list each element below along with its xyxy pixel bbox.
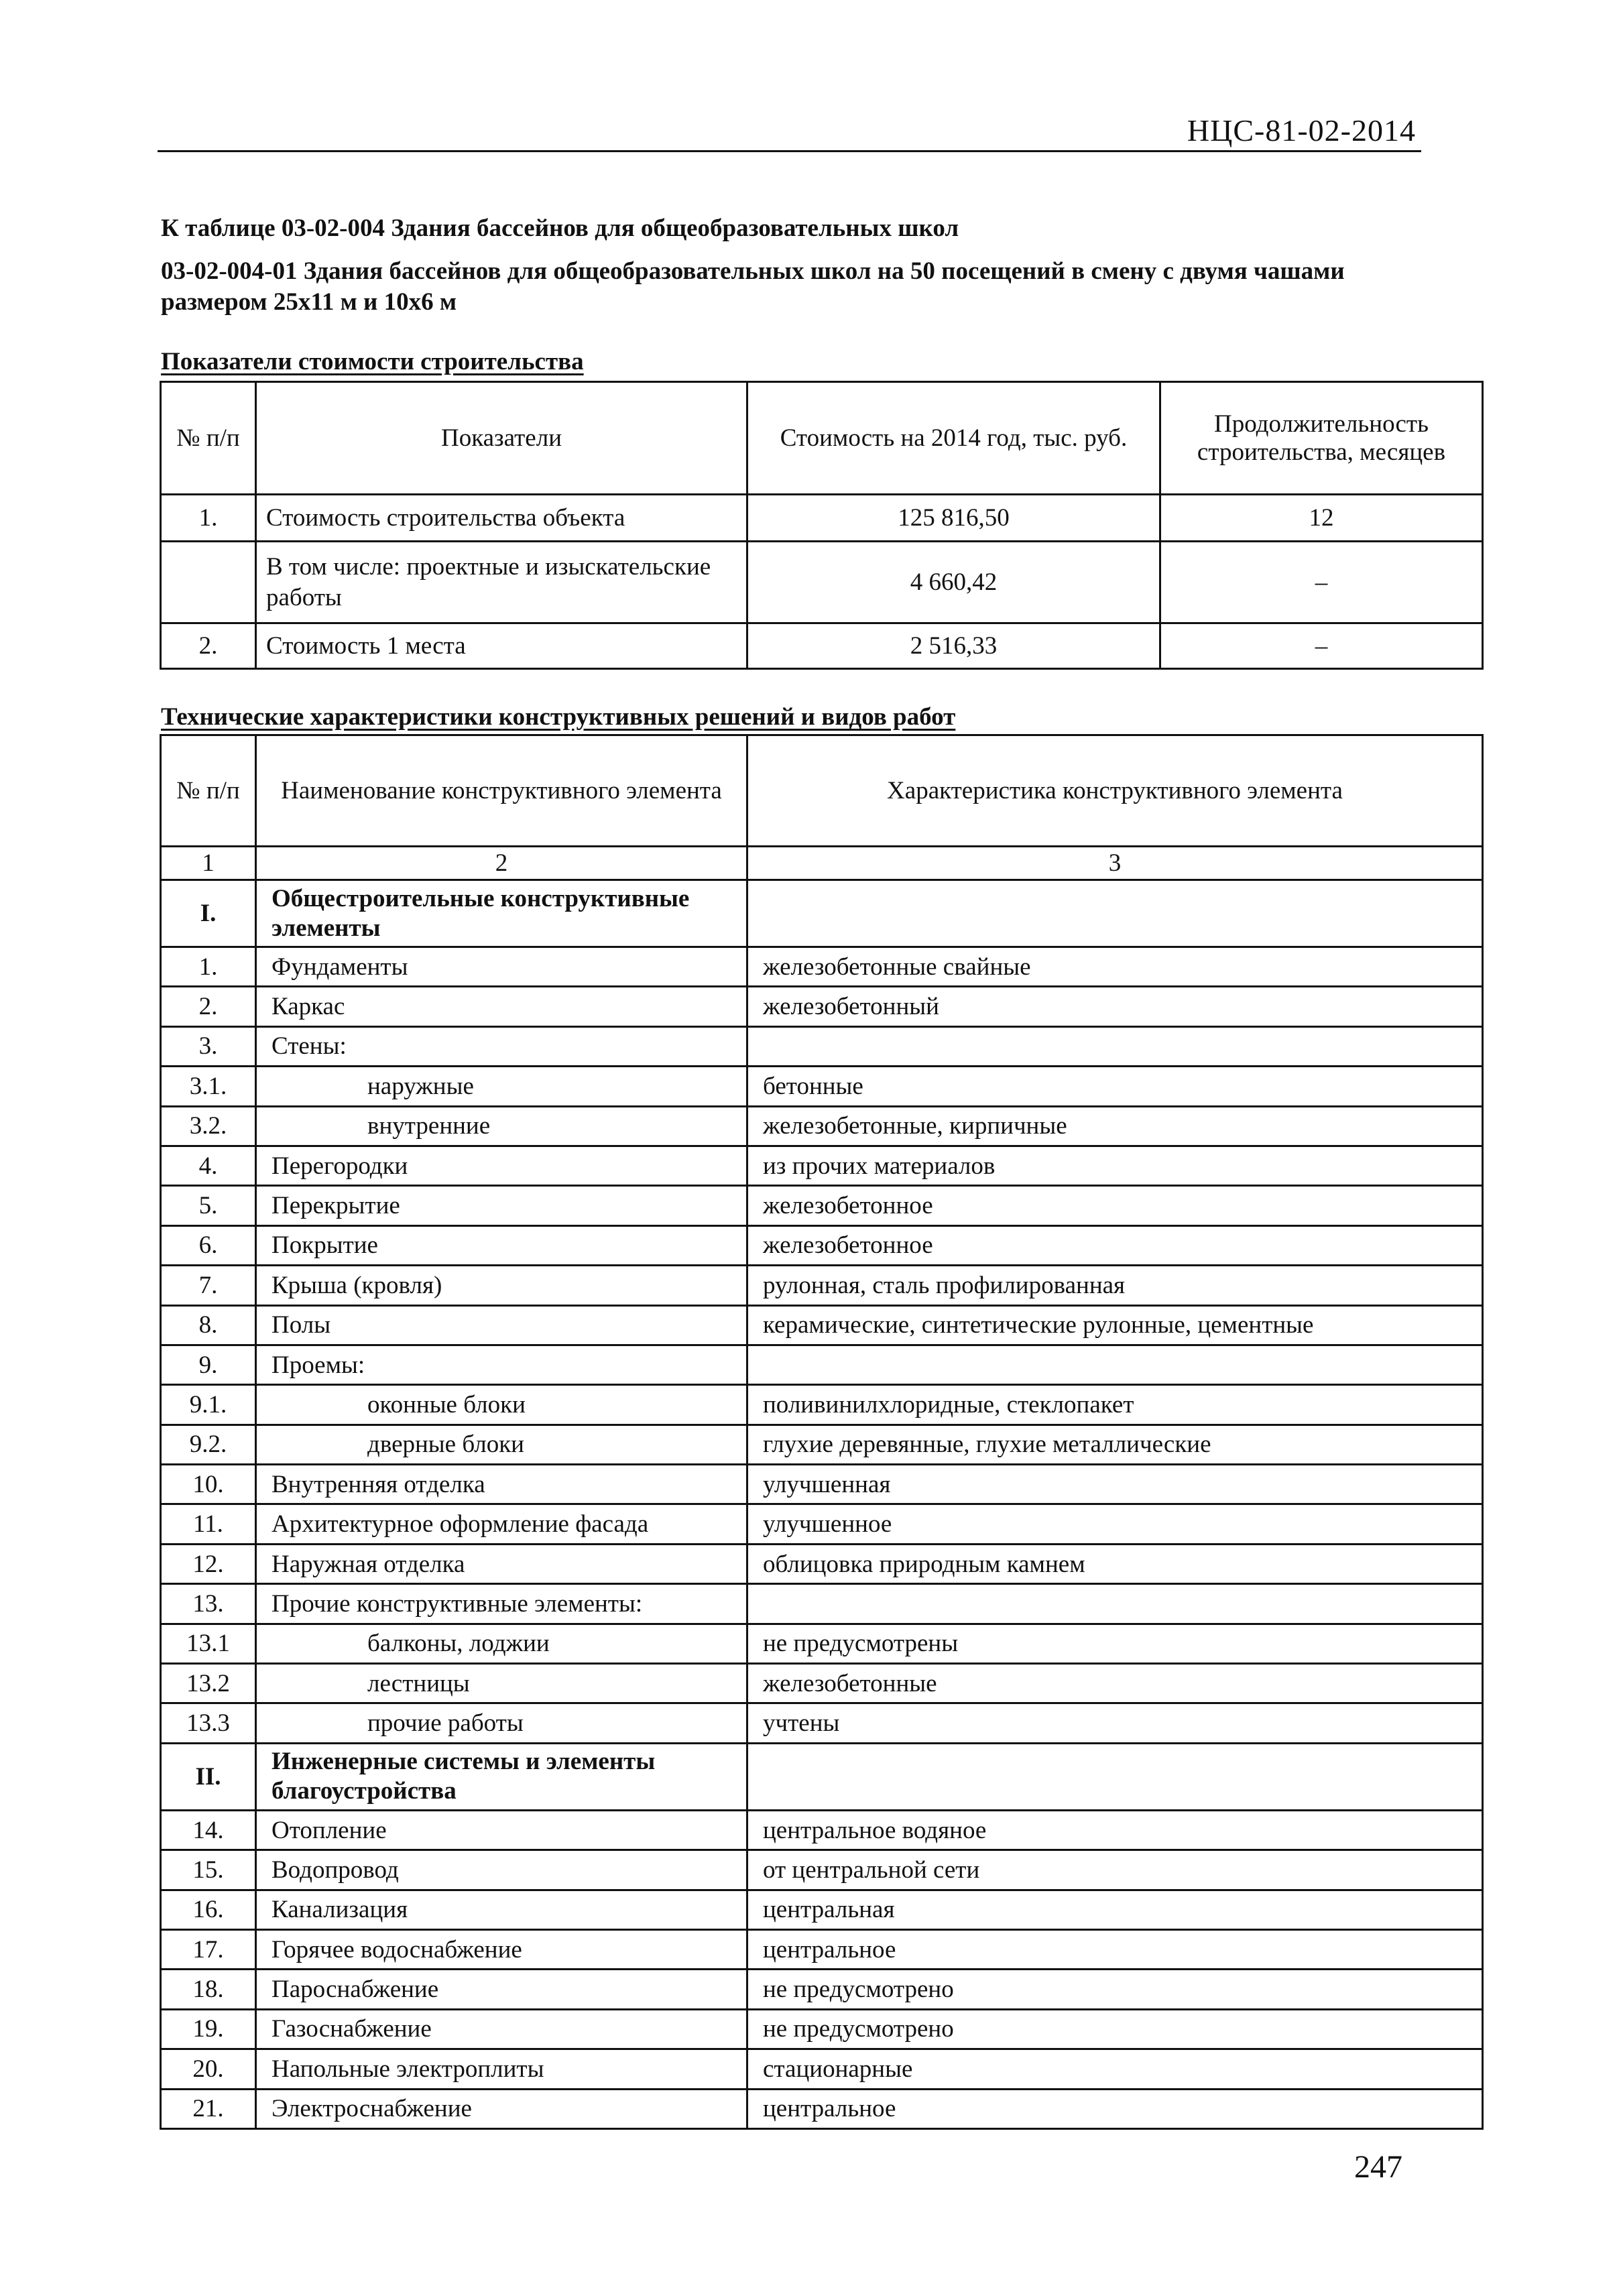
row-number: 3.1. [161,1067,256,1106]
indicator-name: Стоимость 1 места [256,623,747,669]
element-name: Перегородки [256,1146,747,1185]
column-header-duration: Продолжительность строительства, месяцев [1160,382,1483,495]
element-name: Стены: [256,1026,747,1066]
row-number: 3.2. [161,1106,256,1146]
column-header-element-characteristic: Характеристика конструктивного элемента [747,735,1483,847]
row-number: 19. [161,2009,256,2049]
column-header-element-name: Наименование конструктивного элемента [256,735,747,847]
table-row [161,1850,1483,1890]
row-number: 13.3 [161,1703,256,1743]
column-header-number: № п/п [161,382,256,495]
element-name: Прочие конструктивные элементы: [256,1584,747,1624]
table-row [161,1465,1483,1504]
element-name: Каркас [256,987,747,1026]
cost-section-title: Показатели стоимости строительства [161,348,584,375]
table-row [161,1305,1483,1345]
element-characteristic: улучшенное [747,1504,1483,1544]
row-number: 10. [161,1465,256,1504]
table-row [161,1345,1483,1384]
table-row [161,1146,1483,1185]
element-name: лестницы [256,1664,747,1703]
row-number: 7. [161,1266,256,1305]
row-number: 16. [161,1890,256,1929]
group-title: Общестроительные конструктивные элементы [256,880,747,947]
table-reference-heading: К таблице 03-02-004 Здания бассейнов для общеобразовательных школ [161,215,959,242]
row-number: 18. [161,1970,256,2009]
element-name: оконные блоки [256,1385,747,1425]
cost-table-header-row [161,382,1483,495]
row-number: 1. [161,947,256,987]
row-number: I. [161,880,256,947]
element-characteristic: поливинилхлоридные, стеклопакет [747,1385,1483,1425]
element-name: Внутренняя отделка [256,1465,747,1504]
element-name: Покрытие [256,1225,747,1265]
tech-section-title: Технические характеристики конструктивных решений и видов работ [161,703,956,731]
table-row [161,1703,1483,1743]
table-row [161,495,1483,542]
row-number: 2. [161,987,256,1026]
table-row [161,2049,1483,2089]
table-row [161,987,1483,1026]
element-characteristic: центральная [747,1890,1483,1929]
table-row [161,1067,1483,1106]
element-characteristic [747,1743,1483,1810]
row-number: 4. [161,1146,256,1185]
tech-table-header-row [161,735,1483,847]
table-row [161,1810,1483,1850]
element-characteristic: стационарные [747,2049,1483,2089]
column-number: 3 [747,847,1483,880]
element-characteristic: железобетонный [747,987,1483,1026]
row-number: 13. [161,1584,256,1624]
duration-value: – [1160,542,1483,623]
column-header-cost: Стоимость на 2014 год, тыс. руб. [747,382,1160,495]
row-number: 17. [161,1929,256,1969]
row-number: 12. [161,1544,256,1583]
row-number: 1. [161,495,256,542]
element-name: Электроснабжение [256,2089,747,2128]
section-group-row [161,1743,1483,1810]
element-characteristic: железобетонное [747,1186,1483,1225]
table-row [161,1385,1483,1425]
column-number: 1 [161,847,256,880]
row-number: 6. [161,1225,256,1265]
element-characteristic: не предусмотрено [747,1970,1483,2009]
row-number: 9.2. [161,1425,256,1464]
element-characteristic: не предусмотрено [747,2009,1483,2049]
element-characteristic: облицовка природным камнем [747,1544,1483,1583]
element-characteristic [747,880,1483,947]
table-row [161,1225,1483,1265]
table-row [161,1584,1483,1624]
element-name: Перекрытие [256,1186,747,1225]
row-number: 9.1. [161,1385,256,1425]
element-characteristic [747,1026,1483,1066]
table-row [161,1664,1483,1703]
element-characteristic: учтены [747,1703,1483,1743]
column-header-number: № п/п [161,735,256,847]
element-characteristic: железобетонные, кирпичные [747,1106,1483,1146]
element-name: Водопровод [256,1850,747,1890]
element-name: Фундаменты [256,947,747,987]
document-code: НЦС-81-02-2014 [1187,113,1416,147]
row-number [161,542,256,623]
element-characteristic: центральное [747,2089,1483,2128]
element-name: Напольные электроплиты [256,2049,747,2089]
column-header-indicator: Показатели [256,382,747,495]
table-row [161,623,1483,669]
technical-characteristics-table [160,734,1484,2130]
element-name: Пароснабжение [256,1970,747,2009]
row-number: 8. [161,1305,256,1345]
table-row [161,1504,1483,1544]
element-characteristic: керамические, синтетические рулонные, цементные [747,1305,1483,1345]
element-characteristic: железобетонное [747,1225,1483,1265]
element-name: прочие работы [256,1703,747,1743]
page-number: 247 [1354,2149,1402,2185]
row-number: 20. [161,2049,256,2089]
row-number: 11. [161,1504,256,1544]
table-row [161,1890,1483,1929]
table-row [161,1544,1483,1583]
subtable-heading: 03-02-004-01 Здания бассейнов для общеобразовательных школ на 50 посещений в смену с двумя чашами размером 25х11 м и 10х6 м [161,257,1345,316]
table-row [161,1425,1483,1464]
element-characteristic: центральное водяное [747,1810,1483,1850]
element-name: Наружная отделка [256,1544,747,1583]
table-row [161,2009,1483,2049]
row-number: II. [161,1743,256,1810]
element-name: Канализация [256,1890,747,1929]
table-row [161,947,1483,987]
column-number: 2 [256,847,747,880]
row-number: 3. [161,1026,256,1066]
table-row [161,2089,1483,2128]
element-characteristic: из прочих материалов [747,1146,1483,1185]
table-row [161,1624,1483,1663]
table-row [161,1970,1483,2009]
element-name: наружные [256,1067,747,1106]
table-row [161,1106,1483,1146]
table-row [161,1266,1483,1305]
row-number: 5. [161,1186,256,1225]
row-number: 13.1 [161,1624,256,1663]
page-header [158,107,1421,152]
duration-value: – [1160,623,1483,669]
element-name: Крыша (кровля) [256,1266,747,1305]
row-number: 13.2 [161,1664,256,1703]
cost-indicators-table [160,381,1484,670]
indicator-name: В том числе: проектные и изыскательские работы [256,542,747,623]
element-characteristic: железобетонные [747,1664,1483,1703]
element-characteristic: не предусмотрены [747,1624,1483,1663]
element-name: внутренние [256,1106,747,1146]
section-group-row [161,880,1483,947]
element-characteristic: улучшенная [747,1465,1483,1504]
element-name: Проемы: [256,1345,747,1384]
table-row [161,1186,1483,1225]
cost-value: 125 816,50 [747,495,1160,542]
element-characteristic: центральное [747,1929,1483,1969]
cost-value: 2 516,33 [747,623,1160,669]
row-number: 21. [161,2089,256,2128]
group-title: Инженерные системы и элементы благоустройства [256,1743,747,1810]
indicator-name: Стоимость строительства объекта [256,495,747,542]
row-number: 9. [161,1345,256,1384]
element-name: Горячее водоснабжение [256,1929,747,1969]
element-characteristic: рулонная, сталь профилированная [747,1266,1483,1305]
row-number: 2. [161,623,256,669]
element-characteristic: глухие деревянные, глухие металлические [747,1425,1483,1464]
row-number: 15. [161,1850,256,1890]
element-name: Архитектурное оформление фасада [256,1504,747,1544]
element-characteristic: от центральной сети [747,1850,1483,1890]
element-name: Отопление [256,1810,747,1850]
tech-table-body [161,880,1483,2129]
table-row [161,1026,1483,1066]
element-name: балконы, лоджии [256,1624,747,1663]
table-row [161,542,1483,623]
element-characteristic: железобетонные свайные [747,947,1483,987]
element-name: дверные блоки [256,1425,747,1464]
element-characteristic [747,1345,1483,1384]
element-name: Полы [256,1305,747,1345]
element-characteristic [747,1584,1483,1624]
element-name: Газоснабжение [256,2009,747,2049]
cost-value: 4 660,42 [747,542,1160,623]
column-numbers-row [161,847,1483,880]
element-characteristic: бетонные [747,1067,1483,1106]
row-number: 14. [161,1810,256,1850]
table-row [161,1929,1483,1969]
duration-value: 12 [1160,495,1483,542]
